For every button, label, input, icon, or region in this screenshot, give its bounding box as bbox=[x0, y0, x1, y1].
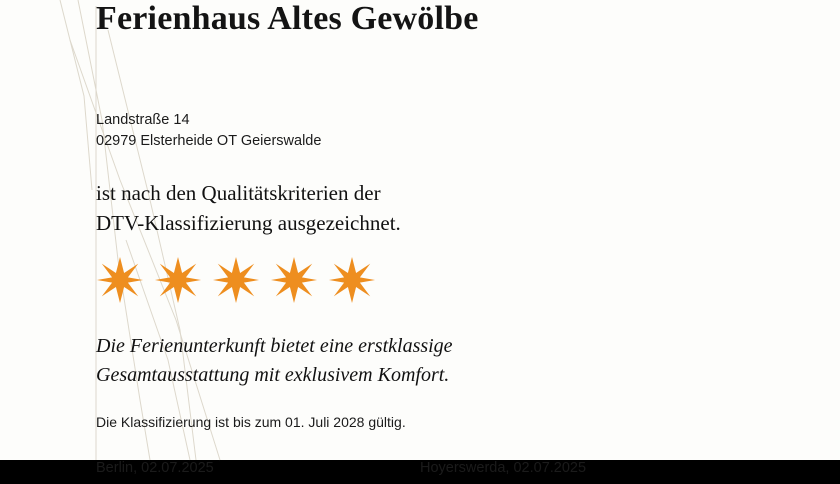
statement-block bbox=[96, 178, 796, 238]
footer-block bbox=[96, 460, 796, 484]
star-icon bbox=[328, 256, 376, 304]
star-icon bbox=[212, 256, 260, 304]
star-icon bbox=[154, 256, 202, 304]
star-icon bbox=[96, 256, 144, 304]
address-street: Landstraße 14 bbox=[96, 112, 190, 128]
footer-left-location-date: Berlin, 02.07.2025 bbox=[96, 460, 214, 476]
quote-line-2: Gesamtausstattung mit exklusivem Komfort. bbox=[96, 364, 450, 386]
statement-line-1: ist nach den Qualitätskriterien der bbox=[96, 181, 381, 205]
address-block bbox=[96, 110, 796, 152]
quote-block bbox=[96, 332, 796, 390]
footer-right-location-date: Hoyerswerda, 02.07.2025 bbox=[420, 460, 587, 476]
statement-line-2: DTV-Klassifizierung ausgezeichnet. bbox=[96, 211, 401, 235]
validity-text: Die Klassifizierung ist bis zum 01. Juli 2028 gültig. bbox=[96, 414, 406, 430]
address-city: 02979 Elsterheide OT Geierswalde bbox=[96, 133, 322, 149]
star-rating bbox=[96, 256, 796, 304]
page-title: Ferienhaus Altes Gewölbe bbox=[96, 0, 479, 37]
certificate-content bbox=[96, 0, 796, 484]
quote-line-1: Die Ferienunterkunft bietet eine erstklassige bbox=[96, 335, 453, 357]
star-icon bbox=[270, 256, 318, 304]
